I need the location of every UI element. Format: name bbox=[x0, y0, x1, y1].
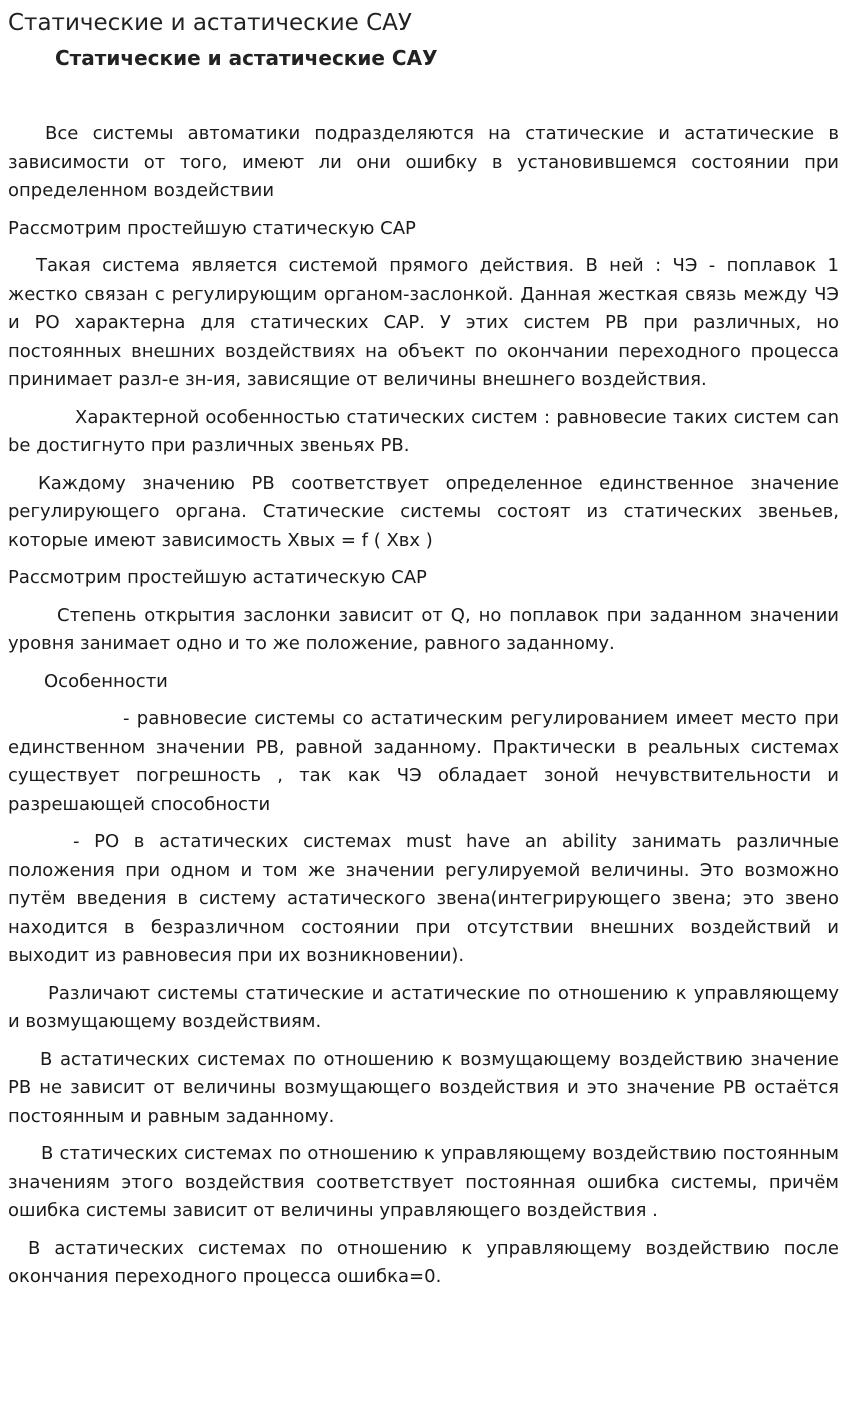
paragraph-static-links: Каждому значению РВ соответствует определенное единственное значение регулирующего органа. Статические системы состоят из статических звеньев, которые имеют зависимость Хвых = f ( Хвх ) bbox=[8, 472, 839, 551]
paragraph-static-heading: Рассмотрим простейшую статическую САР bbox=[8, 217, 416, 239]
paragraph-static-description: Такая система является системой прямого действия. В ней : ЧЭ - поплавок 1 жестко связан с регулирующим органом-заслонкой. Данная жесткая связь между ЧЭ и РО характерна для статических САР. У этих систем РВ при различных, но постоянных внешних воздействиях на объект по окончании переходного процесса принимает разл-е зн-ия, зависящие от величины внешнего воздействия. bbox=[8, 255, 839, 390]
paragraph-astatic-disturbance: В астатических системах по отношению к возмущающему воздействию значение РВ не зависит от величины возмущающего воздействия и это значение РВ остаётся постоянным и равным заданному. bbox=[8, 1048, 839, 1127]
document-heading: Статические и астатические САУ bbox=[55, 46, 438, 70]
spacer bbox=[8, 72, 839, 120]
paragraph-feature-equilibrium: - равновесие системы со астатическим регулированием имеет место при единственном значении РВ, равной заданному. Практически в реальных системах существует погрешность , так как ЧЭ обладает зоной нечувствительности и разрешающей способности bbox=[8, 708, 839, 815]
paragraph-features-label: Особенности bbox=[44, 670, 168, 692]
document-title: Статические и астатические САУ bbox=[8, 10, 412, 36]
paragraph-static-feature: Характерной особенностью статических систем : равновесие таких систем can be достигнуто при различных звеньях РВ. bbox=[8, 406, 839, 456]
paragraph-astatic-heading: Рассмотрим простейшую астатическую САР bbox=[8, 567, 427, 588]
paragraph-astatic-description: Степень открытия заслонки зависит от Q, но поплавок при заданном значении уровня занимает одно и то же положение, равного заданному. bbox=[8, 604, 839, 654]
paragraph-distinguish: Различают системы статические и астатические по отношению к управляющему и возмущающему воздействиям. bbox=[8, 982, 839, 1032]
paragraph-feature-ro: - РО в астатических системах must have an ability занимать различные положения при одном и том же значении регулируемой величины. Это возможно путём введения в систему астатического звена(интегрирующего звена; это звено находится в безразличном состоянии при отсутствии внешних воздействий и выходит из равновесия при их возникновении). bbox=[8, 831, 839, 966]
paragraph-astatic-control: В астатических системах по отношению к управляющему воздействию после окончания переходного процесса ошибка=0. bbox=[8, 1237, 839, 1287]
paragraph-static-control: В статических системах по отношению к управляющему воздействию постоянным значениям этого воздействия соответствует постоянная ошибка системы, причём ошибка системы зависит от величины управляющего воздействия . bbox=[8, 1143, 839, 1221]
paragraph-intro: Все системы автоматики подразделяются на статические и астатические в зависимости от того, имеют ли они ошибку в установившемся состоянии при определенном воздействии bbox=[8, 123, 839, 201]
